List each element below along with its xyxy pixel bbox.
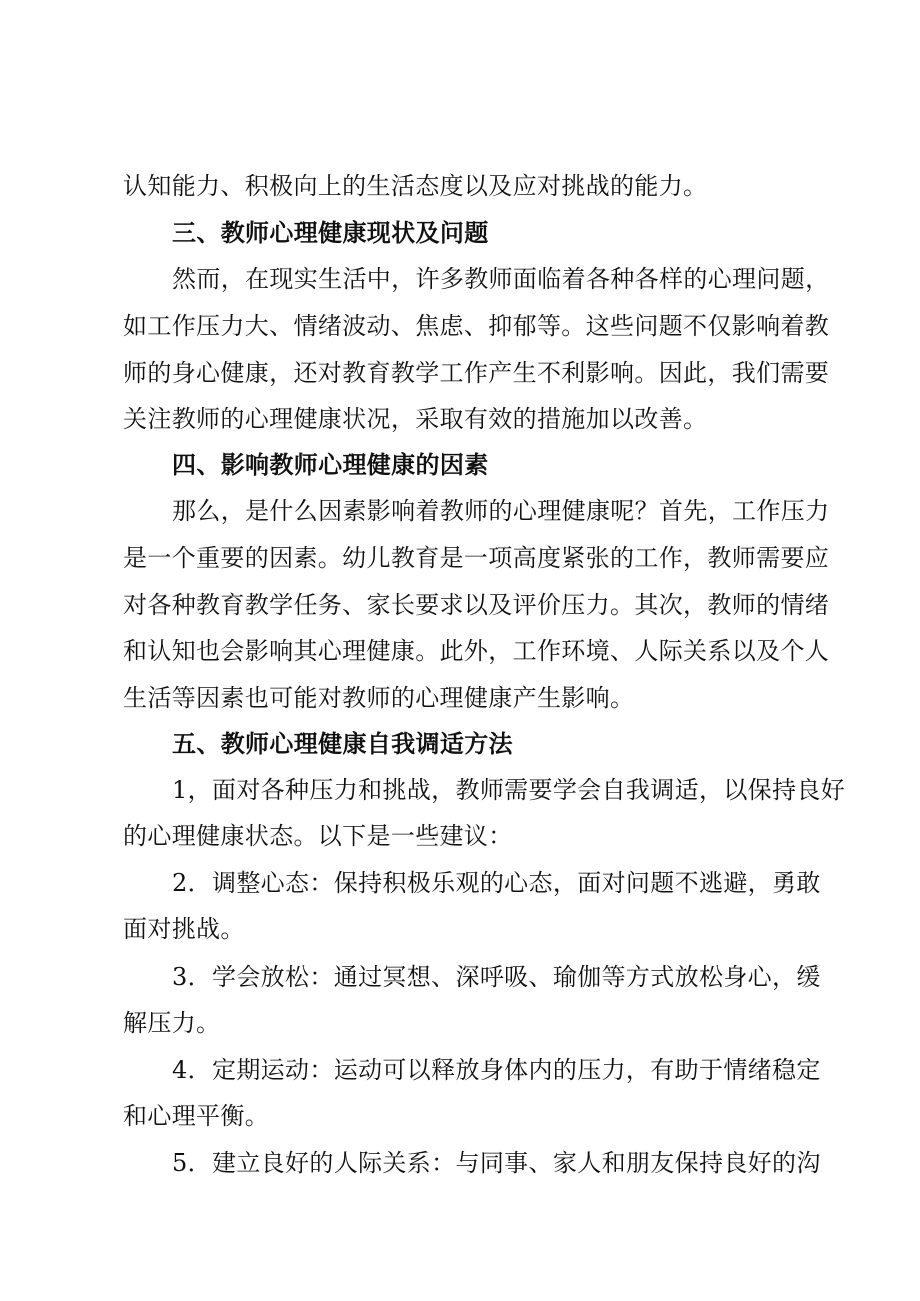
list-item-3-line-2: 解压力。 bbox=[123, 1009, 221, 1037]
paragraph-4-line-5: 生活等因素也可能对教师的心理健康产生影响。 bbox=[123, 684, 635, 712]
list-item-1-line-2: 的心理健康状态。以下是一些建议： bbox=[123, 822, 513, 850]
paragraph-3-line-2: 如工作压力大、情绪波动、焦虑、抑郁等。这些问题不仅影响着教 bbox=[123, 312, 830, 340]
list-item-1-line-1: 1，面对各种压力和挑战，教师需要学会自我调适，以保持良好 bbox=[172, 776, 846, 804]
text-line bbox=[0, 166, 920, 206]
list-item-5-line-1: 5．建立良好的人际关系：与同事、家人和朋友保持良好的沟 bbox=[172, 1149, 821, 1177]
text-line bbox=[0, 816, 920, 856]
section-heading-5 bbox=[0, 724, 920, 764]
text-line bbox=[0, 631, 920, 671]
text-line bbox=[0, 538, 920, 578]
text-line bbox=[0, 491, 920, 531]
list-item-4-line-1: 4．定期运动：运动可以释放身体内的压力，有助于情绪稳定 bbox=[172, 1056, 821, 1084]
list-item-4-line-2: 和心理平衡。 bbox=[123, 1102, 270, 1130]
section-3-title: 三、教师心理健康现状及问题 bbox=[172, 219, 489, 247]
text-line bbox=[0, 1096, 920, 1136]
text-line bbox=[0, 399, 920, 439]
paragraph-3-line-4: 关注教师的心理健康状况，采取有效的措施加以改善。 bbox=[123, 405, 708, 433]
text-line bbox=[0, 1143, 920, 1183]
section-5-title: 五、教师心理健康自我调适方法 bbox=[172, 730, 513, 758]
list-item-2-line-2: 面对挑战。 bbox=[123, 915, 245, 943]
text-line bbox=[0, 909, 920, 949]
paragraph-4-line-4: 和认知也会影响其心理健康。此外，工作环境、人际关系以及个人 bbox=[123, 637, 830, 665]
text-line bbox=[0, 957, 920, 997]
text-line bbox=[0, 770, 920, 810]
paragraph-4-line-3: 对各种教育教学任务、家长要求以及评价压力。其次，教师的情绪 bbox=[123, 591, 830, 619]
paragraph-3-line-1: 然而，在现实生活中，许多教师面临着各种各样的心理问题， bbox=[172, 265, 830, 293]
section-heading-3 bbox=[0, 213, 920, 253]
paragraph-continuation: 认知能力、积极向上的生活态度以及应对挑战的能力。 bbox=[123, 172, 708, 200]
list-item-2-line-1: 2．调整心态：保持积极乐观的心态，面对问题不逃避，勇敢 bbox=[172, 869, 821, 897]
text-line bbox=[0, 353, 920, 393]
section-4-title: 四、影响教师心理健康的因素 bbox=[172, 451, 489, 479]
text-line bbox=[0, 306, 920, 346]
text-line bbox=[0, 863, 920, 903]
text-line bbox=[0, 259, 920, 299]
list-item-3-line-1: 3．学会放松：通过冥想、深呼吸、瑜伽等方式放松身心，缓 bbox=[172, 963, 821, 991]
text-line bbox=[0, 1050, 920, 1090]
section-heading-4 bbox=[0, 445, 920, 485]
paragraph-4-line-1: 那么，是什么因素影响着教师的心理健康呢？首先，工作压力 bbox=[172, 497, 830, 525]
text-line bbox=[0, 1003, 920, 1043]
text-line bbox=[0, 585, 920, 625]
text-line bbox=[0, 678, 920, 718]
paragraph-4-line-2: 是一个重要的因素。幼儿教育是一项高度紧张的工作，教师需要应 bbox=[123, 544, 830, 572]
paragraph-3-line-3: 师的身心健康，还对教育教学工作产生不利影响。因此，我们需要 bbox=[123, 359, 830, 387]
